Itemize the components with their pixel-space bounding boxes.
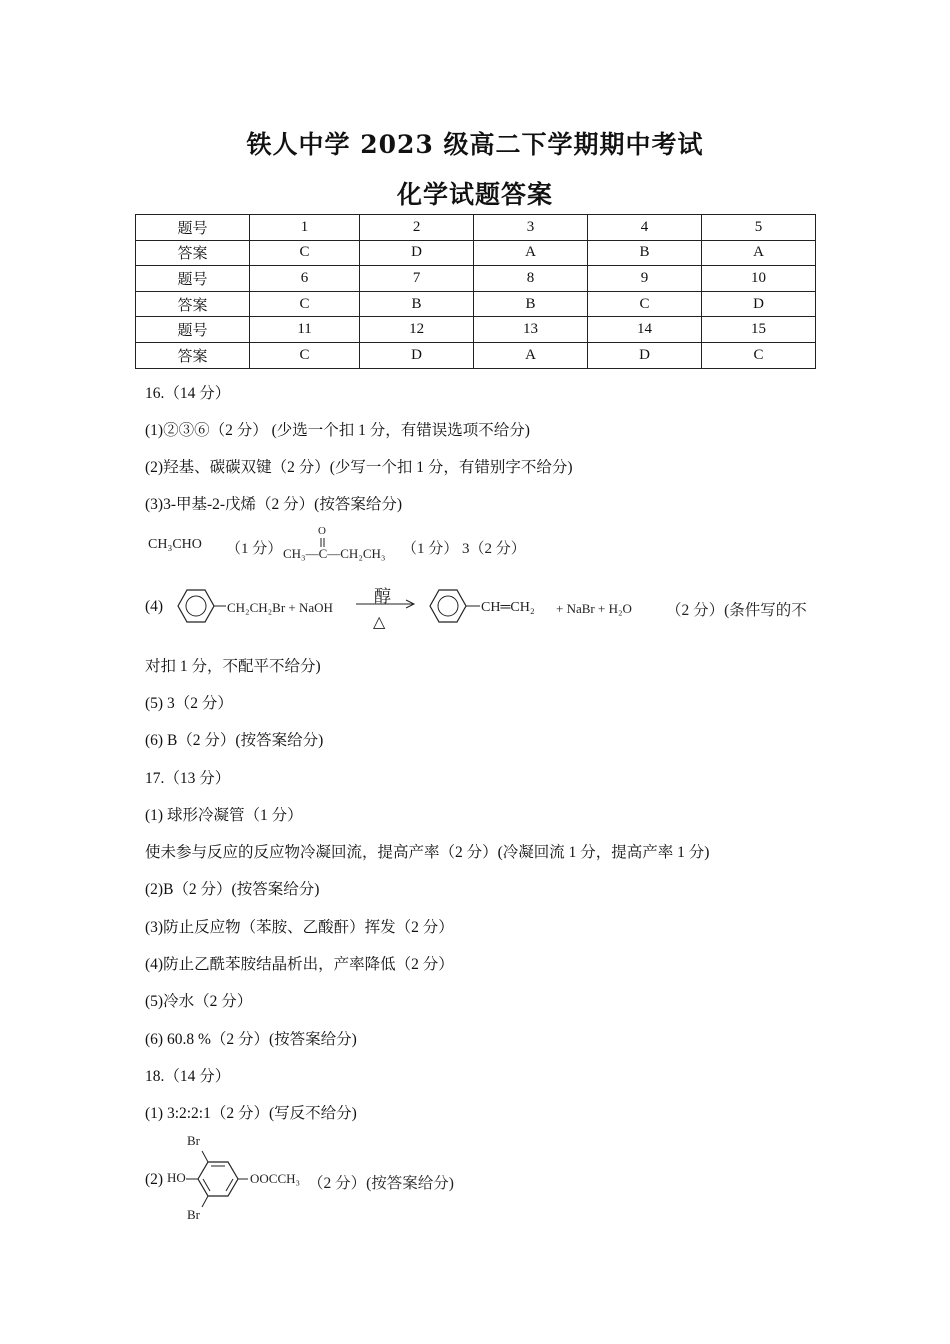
q17-part1-detail: 使未参与反应的反应物冷凝回流，提高产率（2 分）(冷凝回流 1 分，提高产率 1 分)	[145, 844, 710, 861]
q17-part6: (6) 60.8 %（2 分）(按答案给分)	[145, 1031, 357, 1048]
table-cell: 4	[588, 215, 702, 241]
benzene-ring-icon	[168, 583, 224, 629]
table-cell: 14	[588, 317, 702, 343]
q16-part4-label: (4)	[145, 598, 164, 615]
table-cell: 1	[250, 215, 360, 241]
q18-part2-label: (2)	[145, 1171, 164, 1188]
table-cell: B	[360, 291, 474, 317]
bromine-top: Br	[187, 1133, 200, 1148]
table-cell: C	[250, 240, 360, 266]
table-row	[136, 240, 816, 266]
table-cell: C	[250, 291, 360, 317]
table-cell: 10	[701, 266, 815, 292]
q16-part4-continued: 对扣 1 分，不配平不给分)	[145, 658, 321, 675]
q17-part5: (5)冷水（2 分）	[145, 993, 253, 1010]
table-cell: 7	[360, 266, 474, 292]
q16-part1: (1)②③⑥（2 分） (少选一个扣 1 分，有错误选项不给分)	[145, 422, 530, 439]
reaction-condition-alcohol: 醇	[374, 587, 391, 606]
table-cell: 6	[250, 266, 360, 292]
score-note: （2 分）(按答案给分)	[308, 1175, 454, 1192]
answer-table	[135, 214, 816, 369]
q17-part3: (3)防止反应物（苯胺、乙酸酐）挥发（2 分）	[145, 919, 454, 936]
carbonyl-oxygen: O	[318, 525, 326, 537]
q16-part5: (5) 3（2 分）	[145, 695, 233, 712]
table-cell: A	[474, 240, 588, 266]
table-row	[136, 342, 816, 368]
table-cell: B	[588, 240, 702, 266]
table-row	[136, 317, 816, 343]
table-row-header: 答案	[136, 240, 250, 266]
table-cell: 5	[701, 215, 815, 241]
q16-part2: (2)羟基、碳碳双键（2 分）(少写一个扣 1 分，有错别字不给分)	[145, 459, 573, 476]
q17-part2: (2)B（2 分）(按答案给分)	[145, 881, 320, 898]
table-cell: A	[474, 342, 588, 368]
table-row	[136, 266, 816, 292]
table-cell: 9	[588, 266, 702, 292]
table-row-header: 题号	[136, 317, 250, 343]
table-cell: D	[701, 291, 815, 317]
formula-butanone: CH₃—C—CH₂CH₃	[283, 546, 386, 561]
q18-heading: 18.（14 分）	[145, 1068, 231, 1085]
table-cell: 2	[360, 215, 474, 241]
table-row-header: 答案	[136, 291, 250, 317]
table-cell: D	[360, 240, 474, 266]
table-cell: A	[701, 240, 815, 266]
table-cell: 3	[474, 215, 588, 241]
table-cell: 12	[360, 317, 474, 343]
q17-part1: (1) 球形冷凝管（1 分）	[145, 807, 303, 824]
q16-heading: 16.（14 分）	[145, 385, 231, 402]
bromine-bottom: Br	[187, 1207, 200, 1222]
q17-heading: 17.（13 分）	[145, 770, 231, 787]
formula-acetaldehyde: CH₃CHO	[148, 537, 202, 552]
table-cell: 11	[250, 317, 360, 343]
table-row-header: 答案	[136, 342, 250, 368]
benzene-ring-icon	[420, 583, 476, 629]
reaction-arrow-icon	[356, 598, 418, 610]
q16-part6: (6) B（2 分）(按答案给分)	[145, 732, 324, 749]
acetate-group: OOCCH₃	[250, 1171, 301, 1186]
product-formula: CH═CH₂	[481, 600, 535, 615]
score-note: （1 分） 3（2 分）	[402, 541, 526, 557]
page-subtitle: 化学试题答案	[396, 180, 553, 209]
table-cell: B	[474, 291, 588, 317]
benzene-ring-icon	[186, 1146, 250, 1212]
reaction-condition-heat: △	[373, 614, 386, 631]
table-cell: D	[360, 342, 474, 368]
table-cell: 8	[474, 266, 588, 292]
table-row	[136, 215, 816, 241]
table-row-header: 题号	[136, 215, 250, 241]
table-cell: 13	[474, 317, 588, 343]
table-cell: 15	[701, 317, 815, 343]
table-cell: C	[588, 291, 702, 317]
q16-part3: (3)3-甲基-2-戊烯（2 分）(按答案给分)	[145, 496, 403, 513]
table-row-header: 题号	[136, 266, 250, 292]
reactant-formula: CH₂CH₂Br + NaOH	[227, 600, 333, 615]
page-title: 铁人中学 2023 级高二下学期期中考试	[246, 130, 704, 159]
byproducts-formula: + NaBr + H₂O	[556, 601, 632, 616]
q18-part1: (1) 3:2:2:1（2 分）(写反不给分)	[145, 1105, 357, 1122]
table-cell: C	[250, 342, 360, 368]
q17-part4: (4)防止乙酰苯胺结晶析出，产率降低（2 分）	[145, 956, 454, 973]
score-note: （2 分）(条件写的不	[666, 602, 807, 619]
hydroxyl-group: HO	[167, 1170, 186, 1185]
table-cell: C	[701, 342, 815, 368]
table-row	[136, 291, 816, 317]
table-cell: D	[588, 342, 702, 368]
score-note: （1 分）	[226, 541, 283, 557]
